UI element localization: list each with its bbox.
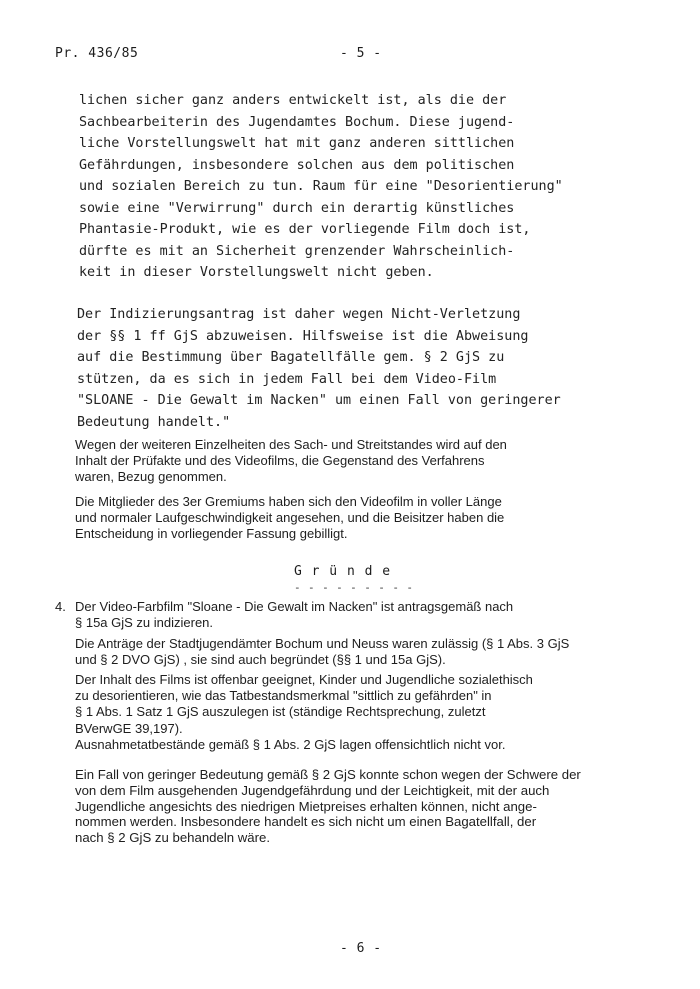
page-number: - 5 -: [340, 46, 382, 61]
text-line: liche Vorstellungswelt hat mit ganz anderen sittlichen: [79, 136, 515, 151]
text-line: Phantasie-Produkt, wie es der vorliegende Film doch ist,: [79, 222, 531, 237]
text-line: sowie eine "Verwirrung" durch ein derartig künstliches: [79, 200, 515, 216]
text-line: Entscheidung in vorliegender Fassung gebilligt.: [75, 526, 348, 542]
quote-paragraph-1: [79, 90, 619, 284]
paragraph-minor-case: [75, 767, 581, 846]
paragraph-further-details: [75, 437, 507, 486]
heading-underline: - - - - - - - - -: [294, 581, 414, 594]
text-line: Sachbearbeiterin des Jugendamtes Bochum. Diese jugend-: [79, 114, 515, 130]
text-line: der §§ 1 ff GjS abzuweisen. Hilfsweise ist die Abweisung: [77, 328, 529, 344]
quote-paragraph-2: [77, 304, 617, 433]
text-line: Ausnahmetatbestände gemäß § 1 Abs. 2 GjS lagen offensichtlich nicht vor.: [75, 737, 506, 752]
file-reference: Pr. 436/85: [55, 46, 139, 61]
text-line: und sozialen Bereich zu tun. Raum für eine "Desorientierung": [79, 179, 563, 194]
text-line: von dem Film ausgehenden Jugendgefährdung und der Leichtigkeit, mit der auch: [75, 782, 550, 798]
text-line: Wegen der weiteren Einzelheiten des Sach- und Streitstandes wird auf den: [75, 437, 507, 452]
text-line: keit in dieser Vorstellungswelt nicht geben.: [79, 265, 434, 280]
text-line: § 15a GjS zu indizieren.: [75, 615, 214, 631]
text-line: lichen sicher ganz anders entwickelt ist, als die der: [79, 93, 507, 108]
text-line: Die Anträge der Stadtjugendämter Bochum und Neuss waren zulässig (§ 1 Abs. 3 GjS: [75, 636, 570, 651]
text-line: nach § 2 GjS zu behandeln wäre.: [75, 830, 271, 846]
text-line: BVerwGE 39,197).: [75, 720, 183, 736]
text-line: Die Mitglieder des 3er Gremiums haben sich den Videofilm in voller Länge: [75, 494, 502, 509]
section-heading: G r ü n d e: [294, 564, 392, 579]
text-line: stützen, da es sich in jedem Fall bei dem Video-Film: [77, 371, 497, 387]
text-line: und normaler Laufgeschwindigkeit angesehen, und die Beisitzer haben die: [75, 510, 505, 526]
text-line: dürfte es mit an Sicherheit grenzender Wahrscheinlich-: [79, 243, 515, 259]
text-line: Der Inhalt des Films ist offenbar geeignet, Kinder und Jugendliche sozialethisch: [75, 672, 533, 687]
text-line: nommen werden. Insbesondere handelt es sich nicht um einen Bagatellfall, der: [75, 814, 537, 830]
paragraph-applications: [75, 636, 569, 668]
text-line: Inhalt der Prüfakte und des Videofilms, die Gegenstand des Verfahrens: [75, 453, 485, 469]
text-line: waren, Bezug genommen.: [75, 469, 227, 485]
section-number: 4.: [55, 599, 66, 614]
paragraph-committee-members: [75, 494, 504, 543]
text-line: "SLOANE - Die Gewalt im Nacken" um einen Fall von geringerer: [77, 393, 561, 408]
text-line: auf die Bestimmung über Bagatellfälle gem. § 2 GjS zu: [77, 350, 505, 365]
text-line: zu desorientieren, wie das Tatbestandsmerkmal "sittlich zu gefährden" in: [75, 688, 492, 704]
text-line: Bedeutung handelt.": [77, 414, 231, 430]
text-line: Jugendliche angesichts des niedrigen Mietpreises erhalten können, nicht ange-: [75, 798, 537, 814]
paragraph-film-content: [75, 672, 533, 737]
text-line: Gefährdungen, insbesondere solchen aus dem politischen: [79, 157, 515, 173]
paragraph-indexing-decision: [75, 599, 513, 631]
text-line: und § 2 DVO GjS) , sie sind auch begründet (§§ 1 und 15a GjS).: [75, 652, 446, 668]
text-line: § 1 Abs. 1 Satz 1 GjS auszulegen ist (ständige Rechtsprechung, zuletzt: [75, 704, 486, 720]
text-line: Ein Fall von geringer Bedeutung gemäß § 2 GjS konnte schon wegen der Schwere der: [75, 767, 581, 782]
text-line: Der Video-Farbfilm "Sloane - Die Gewalt im Nacken" ist antragsgemäß nach: [75, 599, 514, 614]
next-page-marker: - 6 -: [340, 941, 382, 956]
text-line: Der Indizierungsantrag ist daher wegen Nicht-Verletzung: [77, 307, 521, 322]
paragraph-exceptions: [75, 737, 505, 753]
